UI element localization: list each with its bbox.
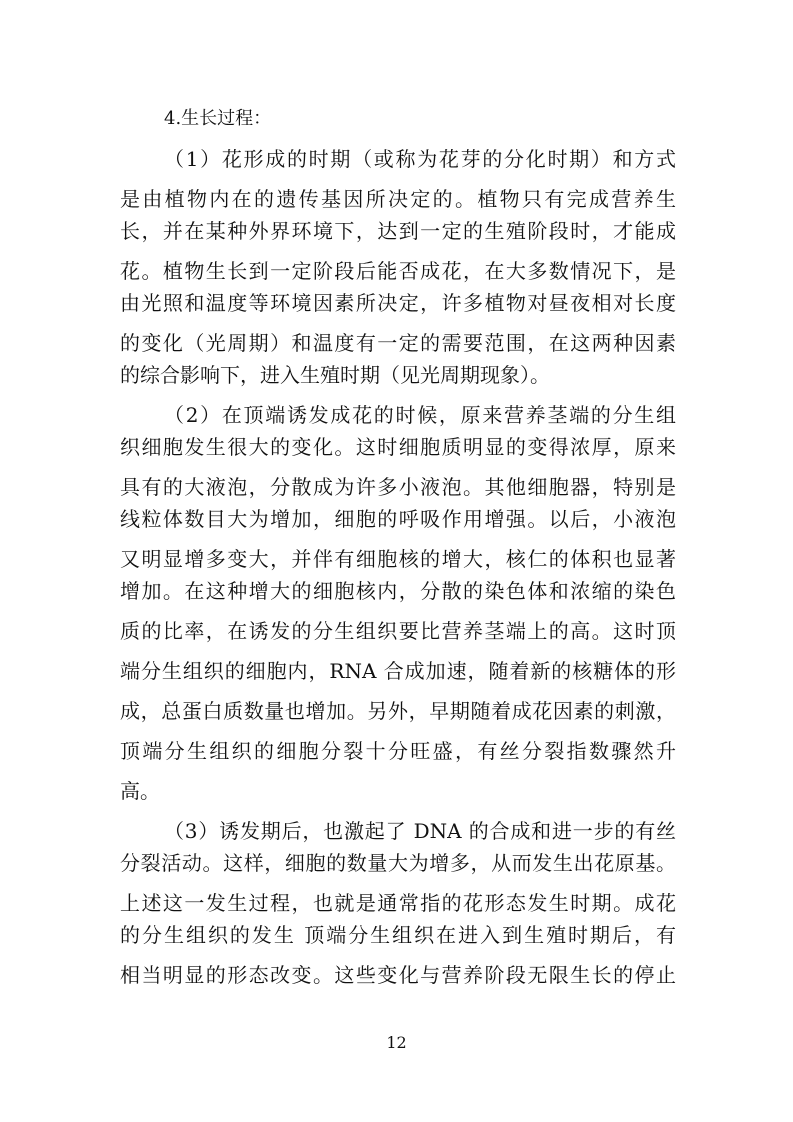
paragraph-1-line-1: （1）花形成的时期（或称为花芽的分化时期）和方式 [164, 147, 676, 171]
paragraph-2-line-8: 端分生组织的细胞内，RNA 合成加速，随着新的核糖体的形 [120, 659, 676, 683]
paragraph-1-line-7: 的综合影响下，进入生殖时期（见光周期现象）。 [120, 363, 550, 387]
paragraph-3-line-5: 相当明显的形态改变。这些变化与营养阶段无限生长的停止 [120, 963, 676, 987]
paragraph-1-line-2: 是由植物内在的遗传基因所决定的。植物只有完成营养生 [120, 187, 676, 211]
page-number: 12 [386, 1033, 407, 1052]
paragraph-1-line-5: 由光照和温度等环境因素所决定，许多植物对昼夜相对长度 [120, 291, 676, 315]
paragraph-2-line-2: 织细胞发生很大的变化。这时细胞质明显的变得浓厚，原来 [120, 435, 676, 459]
paragraph-3-line-1: （3）诱发期后，也激起了 DNA 的合成和进一步的有丝 [164, 819, 676, 843]
paragraph-2-line-9: 成，总蛋白质数量也增加。另外，早期随着成花因素的刺激， [120, 699, 676, 723]
section-heading: 4.生长过程： [164, 108, 272, 129]
paragraph-3-line-4: 的分生组织的发生 顶端分生组织在进入到生殖时期后，有 [120, 923, 676, 947]
paragraph-1-line-3: 长，并在某种外界环境下，达到一定的生殖阶段时，才能成 [120, 219, 676, 243]
paragraph-1-line-4: 花。植物生长到一定阶段后能否成花，在大多数情况下，是 [120, 259, 676, 283]
paragraph-2-line-7: 质的比率，在诱发的分生组织要比营养茎端上的高。这时顶 [120, 619, 676, 643]
paragraph-2-line-5: 又明显增多变大，并伴有细胞核的增大，核仁的体积也显著 [120, 547, 676, 571]
paragraph-3-line-3: 上述这一发生过程，也就是通常指的花形态发生时期。成花 [120, 891, 676, 915]
paragraph-2-line-11: 高。 [120, 779, 160, 803]
paragraph-3-line-2: 分裂活动。这样，细胞的数量大为增多，从而发生出花原基。 [120, 851, 676, 875]
paragraph-2-line-4: 线粒体数目大为增加，细胞的呼吸作用增强。以后，小液泡 [120, 507, 676, 531]
paragraph-2-line-3: 具有的大液泡，分散成为许多小液泡。其他细胞器，特别是 [120, 475, 676, 499]
paragraph-1-line-6: 的变化（光周期）和温度有一定的需要范围，在这两种因素 [120, 331, 676, 355]
paragraph-2-line-1: （2）在顶端诱发成花的时候，原来营养茎端的分生组 [164, 403, 676, 427]
paragraph-2-line-10: 顶端分生组织的细胞分裂十分旺盛，有丝分裂指数骤然升 [120, 739, 676, 763]
paragraph-2-line-6: 增加。在这种增大的细胞核内，分散的染色体和浓缩的染色 [120, 579, 676, 603]
